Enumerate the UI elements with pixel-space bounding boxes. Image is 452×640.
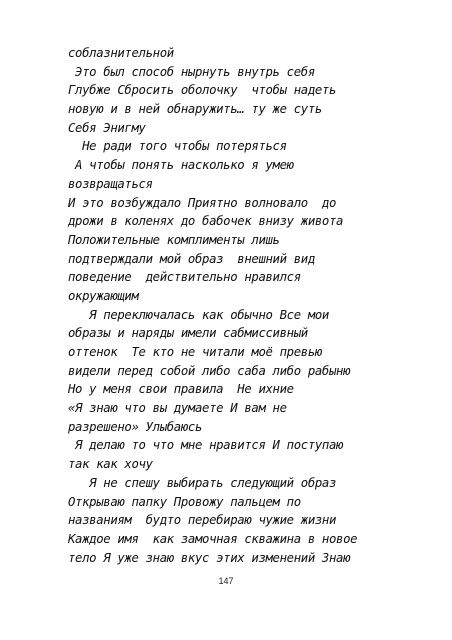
text-line: дрожи в коленях до бабочек внизу живота <box>68 214 344 229</box>
text-line: Я делаю то что мне нравится И поступаю <box>68 438 344 453</box>
text-line: Это был способ нырнуть внутрь себя <box>68 64 315 79</box>
text-line: Положительные комплименты лишь <box>68 232 280 247</box>
text-line: окружающим <box>68 288 139 303</box>
text-line: Я переключалась как обычно Все мои <box>68 307 329 322</box>
text-line: подтверждали мой образ внешний вид <box>68 251 315 266</box>
text-line: «Я знаю что вы думаете И вам не <box>68 401 287 416</box>
text-line: новую и в ней обнаружить… ту же суть <box>68 102 322 117</box>
text-line: А чтобы понять насколько я умею <box>68 158 294 173</box>
text-line: названиям будто перебираю чужие жизни <box>68 513 337 528</box>
text-line: соблазнительной <box>68 46 174 60</box>
page-number: 147 <box>218 576 234 586</box>
text-line: Но у меня свои правила Не ихние <box>68 382 294 397</box>
text-line: возвращаться <box>68 176 153 191</box>
text-line: Не ради того чтобы потеряться <box>68 139 287 154</box>
text-line: И это возбуждало Приятно волновало до <box>68 195 337 210</box>
text-line: поведение действительно нравился <box>68 270 301 285</box>
text-line: Каждое имя как замочная скважина в новое <box>68 531 358 546</box>
text-line: оттенок Те кто не читали моё превью <box>68 345 322 359</box>
text-line: Открываю папку Провожу пальцем по <box>68 494 301 509</box>
text-line: Я не спешу выбирать следующий образ <box>68 475 337 490</box>
text-line: Глубже Сбросить оболочку чтобы надеть <box>68 83 337 98</box>
text-line: видели перед собой либо саба либо рабыню <box>68 363 351 378</box>
text-line: Себя Энигму <box>68 120 146 135</box>
text-line: образы и наряды имели сабмиссивный <box>68 326 308 341</box>
text-line: тело Я уже знаю вкус этих изменений Знаю <box>68 550 351 565</box>
body-text <box>68 44 388 567</box>
text-line: разрешено» Улыбаюсь <box>68 419 203 434</box>
text-line: так как хочу <box>68 457 153 472</box>
